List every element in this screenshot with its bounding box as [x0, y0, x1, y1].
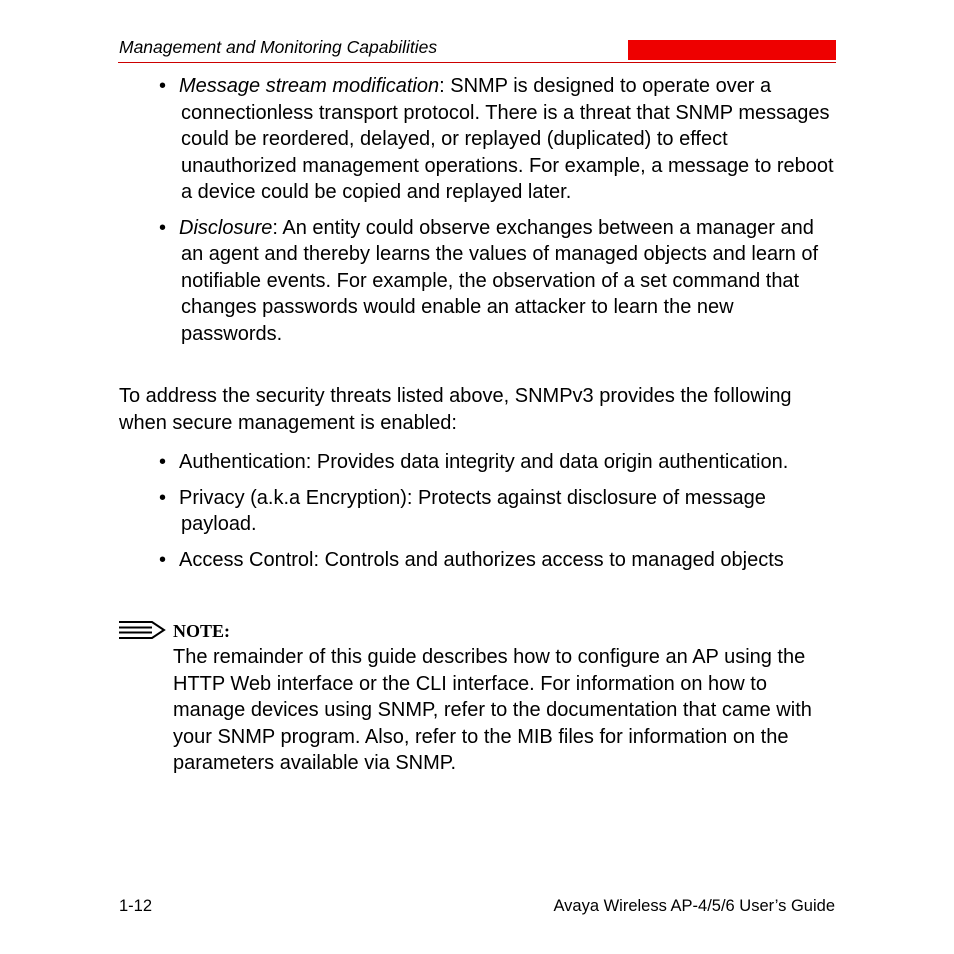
list-item [119, 547, 839, 574]
list-item [119, 485, 839, 538]
list-item [119, 449, 839, 476]
bullet-icon: • [159, 451, 167, 473]
running-header-title: Management and Monitoring Capabilities [119, 37, 438, 57]
page-content [119, 73, 839, 573]
note-label: NOTE: [173, 621, 231, 641]
page-number: 1-12 [119, 897, 153, 915]
threat-term: Disclosure [179, 216, 273, 239]
threat-description: : An entity could observe exchanges between a manager and an agent and thereby learns the values of managed objects and learn of notifiable events. For example, the observation of a set command that changes passwords would enable an attacker to learn the new passwords. [181, 216, 819, 345]
header-accent-bar [628, 40, 836, 60]
threat-description: : SNMP is designed to operate over a connectionless transport protocol. There is a threat that SNMP messages could be reordered, delayed, or replayed (duplicated) to effect unauthorized management operations. For example, a message to reboot a device could be copied and replayed later. [181, 75, 834, 203]
intro-paragraph: To address the security threats listed above, SNMPv3 provides the following when secure management is enabled: [119, 385, 792, 434]
provision-text: Privacy (a.k.a Encryption): Protects against disclosure of message payload. [179, 486, 766, 535]
header-rule [118, 62, 836, 63]
note-body: The remainder of this guide describes how to configure an AP using the HTTP Web interface or the CLI interface. For information on how to manage devices using SNMP, refer to the documentation that came with your SNMP program. Also, refer to the MIB files for information on the parameters available via SNMP. [173, 646, 812, 774]
threat-list [119, 73, 839, 347]
note-arrow-icon [118, 618, 166, 642]
bullet-icon: • [159, 548, 167, 571]
list-item [119, 215, 839, 348]
guide-title: Avaya Wireless AP-4/5/6 User’s Guide [553, 897, 835, 915]
provision-text: Access Control: Controls and authorizes access to managed objects [179, 548, 784, 571]
bullet-icon: • [159, 486, 167, 509]
bullet-icon: • [159, 75, 167, 97]
provision-text: Authentication: Provides data integrity and data origin authentication. [179, 451, 789, 473]
bullet-icon: • [159, 216, 167, 239]
list-item [119, 73, 839, 206]
threat-term: Message stream modification [179, 75, 440, 97]
provision-list [119, 449, 839, 573]
